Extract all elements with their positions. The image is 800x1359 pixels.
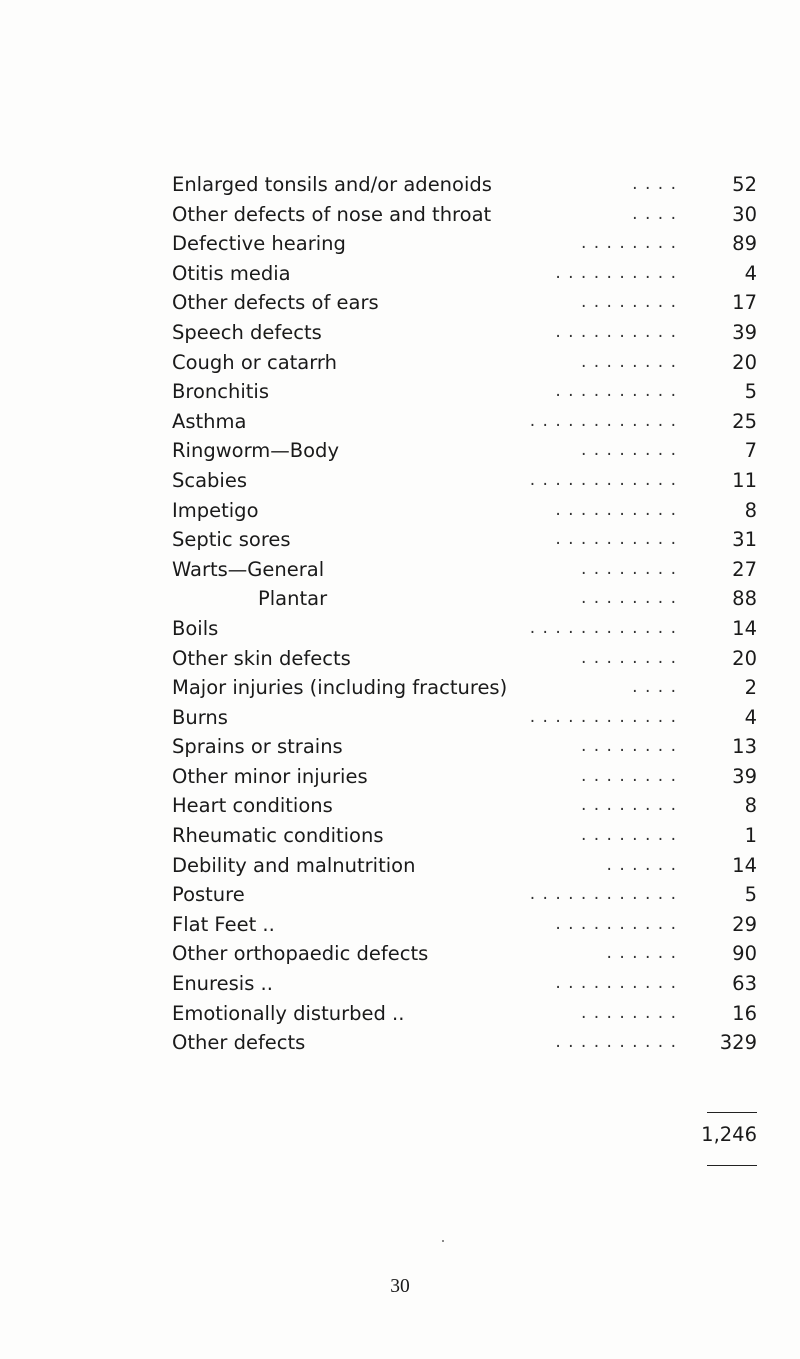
dot-leader: . . . . . . [606, 943, 677, 964]
table-row [172, 466, 757, 496]
row-label: Warts—General [172, 557, 325, 581]
row-label: Septic sores [172, 528, 291, 552]
row-value: 14 [732, 616, 757, 640]
total-value: 1,246 [701, 1123, 757, 1146]
dot-leader: . . . . . . . . . . [555, 913, 677, 934]
table-row [172, 791, 757, 821]
dot-leader: . . . . . . . . . . [555, 529, 677, 550]
dot-leader: . . . . [632, 174, 677, 194]
table-row [172, 762, 757, 792]
table-row [172, 229, 757, 259]
table-row [172, 614, 757, 644]
table-row [172, 703, 757, 733]
row-label: Plantar [258, 587, 328, 611]
table-row [172, 851, 757, 881]
table-row [172, 644, 757, 674]
table-row [172, 407, 757, 437]
stray-mark [442, 1240, 444, 1242]
table-row [172, 732, 757, 762]
row-label: Heart conditions [172, 794, 333, 818]
row-value: 30 [732, 202, 757, 226]
row-label: Flat Feet .. [172, 912, 275, 936]
row-label: Other orthopaedic defects [172, 942, 429, 966]
dot-leader: . . . . . . . . [580, 1002, 677, 1023]
dot-leader: . . . . . . [606, 854, 677, 875]
row-value: 5 [744, 883, 757, 907]
row-label: Other minor injuries [172, 764, 368, 788]
row-value: 16 [732, 1001, 757, 1025]
dot-leader: . . . . . . . . [580, 825, 677, 846]
table-row [172, 1028, 757, 1058]
total-rule-bottom [707, 1165, 757, 1166]
row-value: 4 [744, 705, 757, 729]
row-value: 329 [719, 1031, 757, 1055]
row-value: 7 [744, 439, 757, 463]
row-value: 20 [732, 350, 757, 374]
table-row [172, 939, 757, 969]
dot-leader: . . . . . . . . . . [555, 262, 677, 283]
row-label: Enuresis .. [172, 972, 273, 996]
row-label: Cough or catarrh [172, 350, 337, 374]
table-row [172, 436, 757, 466]
table-row [172, 673, 757, 703]
row-label: Sprains or strains [172, 735, 343, 759]
row-value: 1 [744, 824, 757, 848]
dot-leader: . . . . . . . . [580, 440, 677, 461]
row-value: 17 [732, 291, 757, 315]
row-value: 39 [732, 320, 757, 344]
dot-leader: . . . . . . . . [580, 765, 677, 786]
row-label: Scabies [172, 468, 248, 492]
row-label: Emotionally disturbed .. [172, 1001, 405, 1025]
table-row [172, 170, 757, 200]
table-row [172, 200, 757, 230]
table-row [172, 496, 757, 526]
dot-leader: . . . . [632, 203, 677, 224]
row-label: Rheumatic conditions [172, 824, 384, 848]
table-row [172, 318, 757, 348]
table-row [172, 880, 757, 910]
row-label: Debility and malnutrition [172, 853, 416, 877]
table-row [172, 821, 757, 851]
total-rule-top [707, 1112, 757, 1113]
table-row [172, 910, 757, 940]
dot-leader: . . . . . . . . . . [555, 499, 677, 520]
dot-leader: . . . . . . . . [580, 292, 677, 313]
row-label: Other defects [172, 1031, 306, 1055]
dot-leader: . . . . . . . . . . . . [529, 469, 677, 490]
page-number: 30 [390, 1276, 410, 1297]
row-label: Posture [172, 883, 245, 907]
dot-leader: . . . . . . . . . . [555, 973, 677, 994]
dot-leader: . . . . . . . . [580, 795, 677, 816]
row-value: 88 [732, 587, 757, 611]
table-row [172, 288, 757, 318]
dot-leader: . . . . . . . . . . [555, 1032, 677, 1053]
row-label: Asthma [172, 409, 247, 433]
table-row [172, 259, 757, 289]
row-label: Burns [172, 705, 228, 729]
dot-leader: . . . . . . . . . . . . [529, 410, 677, 431]
row-value: 5 [744, 380, 757, 404]
row-label: Boils [172, 616, 219, 640]
table-row [172, 525, 757, 555]
row-label: Other skin defects [172, 646, 351, 670]
dot-leader: . . . . . . . . [580, 233, 677, 254]
row-label: Speech defects [172, 320, 322, 344]
dot-leader: . . . . . . . . [580, 351, 677, 372]
dot-leader: . . . . . . . . . . [555, 381, 677, 402]
row-value: 27 [732, 557, 757, 581]
row-value: 20 [732, 646, 757, 670]
table-row [172, 348, 757, 378]
row-value: 29 [732, 912, 757, 936]
dot-leader: . . . . [632, 677, 677, 698]
row-value: 25 [732, 409, 757, 433]
row-value: 90 [732, 942, 757, 966]
row-label: Major injuries (including fractures) [172, 676, 508, 700]
row-value: 39 [732, 764, 757, 788]
row-label: Ringworm—Body [172, 439, 339, 463]
table-row [172, 555, 757, 585]
dot-leader: . . . . . . . . . . . . [529, 884, 677, 905]
row-label: Enlarged tonsils and/or adenoids [172, 173, 492, 196]
row-label: Other defects of nose and throat [172, 202, 492, 226]
row-value: 52 [732, 173, 757, 196]
row-value: 31 [732, 528, 757, 552]
table-row [172, 377, 757, 407]
total-block [172, 1112, 757, 1152]
dot-leader: . . . . . . . . . . . . [529, 706, 677, 727]
row-label: Impetigo [172, 498, 259, 522]
dot-leader: . . . . . . . . [580, 736, 677, 757]
row-value: 8 [744, 794, 757, 818]
dot-leader: . . . . . . . . . . [555, 321, 677, 342]
row-label: Bronchitis [172, 380, 269, 404]
table-row [172, 584, 757, 614]
row-value: 11 [732, 468, 757, 492]
row-value: 2 [744, 676, 757, 700]
row-label: Defective hearing [172, 232, 346, 256]
table-row [172, 969, 757, 999]
row-value: 14 [732, 853, 757, 877]
row-value: 63 [732, 972, 757, 996]
row-value: 89 [732, 232, 757, 256]
table-row [172, 999, 757, 1029]
row-value: 8 [744, 498, 757, 522]
defects-table [172, 170, 757, 1058]
row-label: Other defects of ears [172, 291, 379, 315]
row-label: Otitis media [172, 261, 291, 285]
dot-leader: . . . . . . . . [580, 588, 677, 609]
row-value: 4 [744, 261, 757, 285]
dot-leader: . . . . . . . . [580, 558, 677, 579]
row-value: 13 [732, 735, 757, 759]
dot-leader: . . . . . . . . . . . . [529, 617, 677, 638]
dot-leader: . . . . . . . . [580, 647, 677, 668]
